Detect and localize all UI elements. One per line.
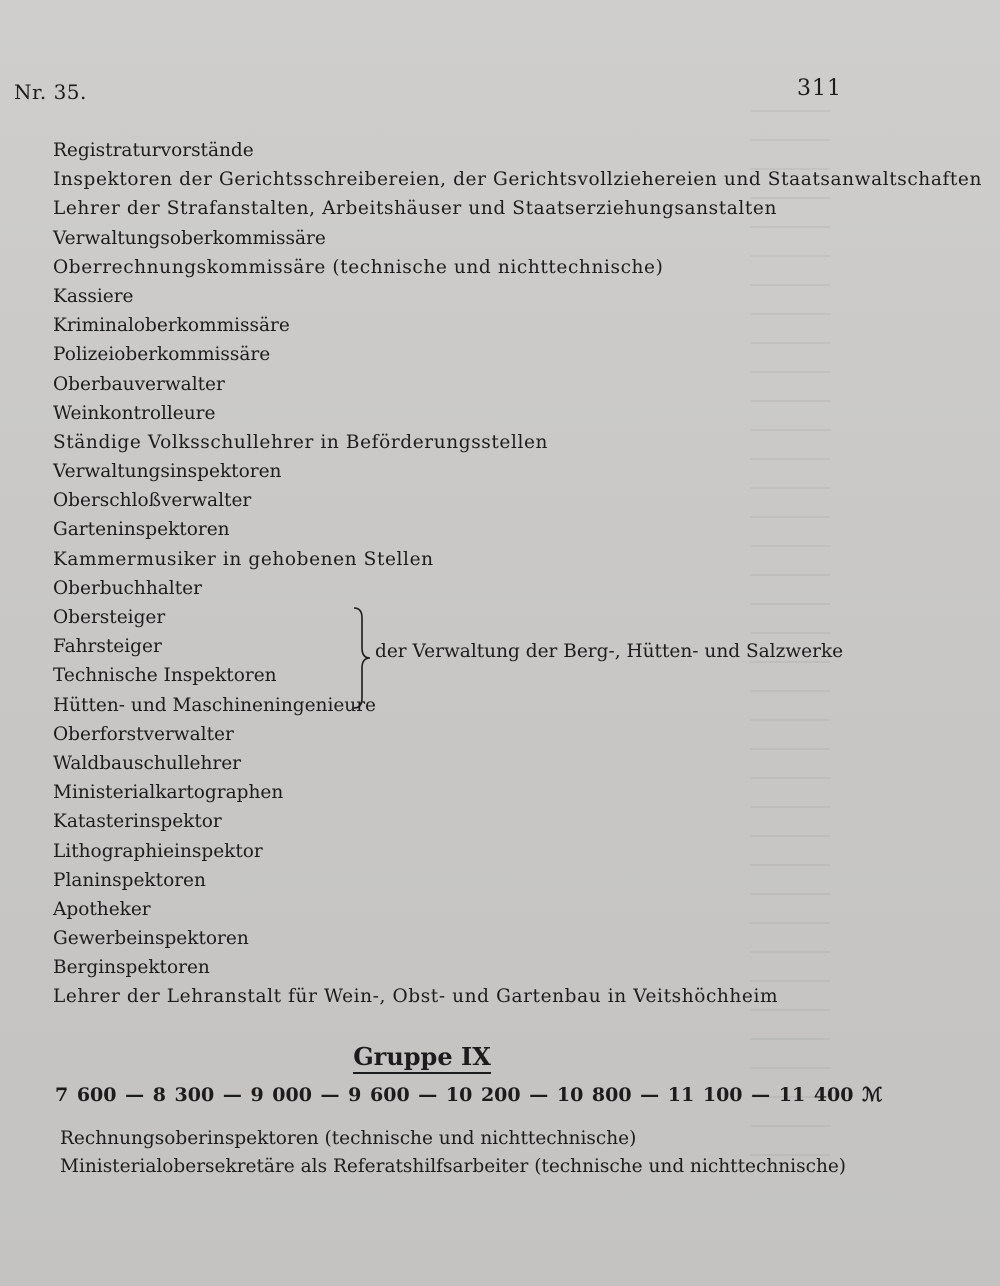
- list-item: Inspektoren der Gerichtsschreibereien, der Gerichtsvollziehereien und Staatsanwaltschaften: [53, 169, 982, 191]
- list-item: Oberschloßverwalter: [53, 490, 252, 512]
- list-item: Lithographieinspektor: [53, 840, 263, 862]
- list-item: Verwaltungsoberkommissäre: [53, 227, 326, 249]
- list-item: Weinkontrolleure: [53, 402, 216, 424]
- list-item: Technische Inspektoren: [53, 665, 277, 687]
- list-item: Kriminaloberkommissäre: [53, 315, 290, 337]
- list-item: Oberbuchhalter: [53, 577, 202, 599]
- list-item: Verwaltungsinspektoren: [53, 461, 282, 483]
- list-item: Polizeioberkommissäre: [53, 344, 271, 366]
- salary-scale: 7 600 — 8 300 — 9 000 — 9 600 — 10 200 — 10 800 — 11 100 — 11 400 ℳ: [55, 1084, 883, 1106]
- list-item: Lehrer der Lehranstalt für Wein-, Obst- und Gartenbau in Veitshöchheim: [53, 986, 779, 1008]
- list-item: Kammermusiker in gehobenen Stellen: [53, 548, 434, 570]
- list-item: Garteninspektoren: [53, 519, 230, 541]
- list-item: Ständige Volksschullehrer in Beförderungsstellen: [53, 431, 549, 453]
- list-item: Fahrsteiger: [53, 636, 162, 658]
- list-item: Berginspektoren: [53, 957, 210, 979]
- group-title: Gruppe IX: [353, 1042, 491, 1074]
- list-item: Ministerialkartographen: [53, 782, 284, 804]
- official-titles-list: [53, 136, 982, 1012]
- page-number: 311: [797, 76, 842, 101]
- list-item: Oberrechnungskommissäre (technische und nichttechnische): [53, 256, 664, 278]
- list-item: Katasterinspektor: [53, 811, 222, 833]
- curly-brace: [352, 606, 374, 710]
- list-item: Oberforstverwalter: [53, 723, 234, 745]
- group-heading: [0, 1042, 844, 1071]
- list-item: Waldbauschullehrer: [53, 752, 241, 774]
- list-item: Hütten- und Maschineningenieure: [53, 694, 377, 716]
- list-item: Rechnungsoberinspektoren (technische und nichttechnische): [60, 1128, 637, 1149]
- group-items-list: [60, 1125, 846, 1181]
- issue-number: Nr. 35.: [14, 80, 87, 104]
- list-item: Lehrer der Strafanstalten, Arbeitshäuser und Staatserziehungsanstalten: [53, 198, 777, 220]
- list-item: Ministerialobersekretäre als Referatshilfsarbeiter (technische und nichttechnische): [60, 1156, 847, 1177]
- list-item: Gewerbeinspektoren: [53, 928, 249, 950]
- brace-label: der Verwaltung der Berg-, Hütten- und Salzwerke: [375, 641, 844, 662]
- list-item: Obersteiger: [53, 607, 166, 628]
- list-item: Apotheker: [53, 898, 151, 920]
- list-item: Planinspektoren: [53, 869, 206, 891]
- list-item: Registraturvorstände: [53, 140, 254, 161]
- list-item: Oberbauverwalter: [53, 373, 225, 395]
- list-item: Kassiere: [53, 285, 134, 307]
